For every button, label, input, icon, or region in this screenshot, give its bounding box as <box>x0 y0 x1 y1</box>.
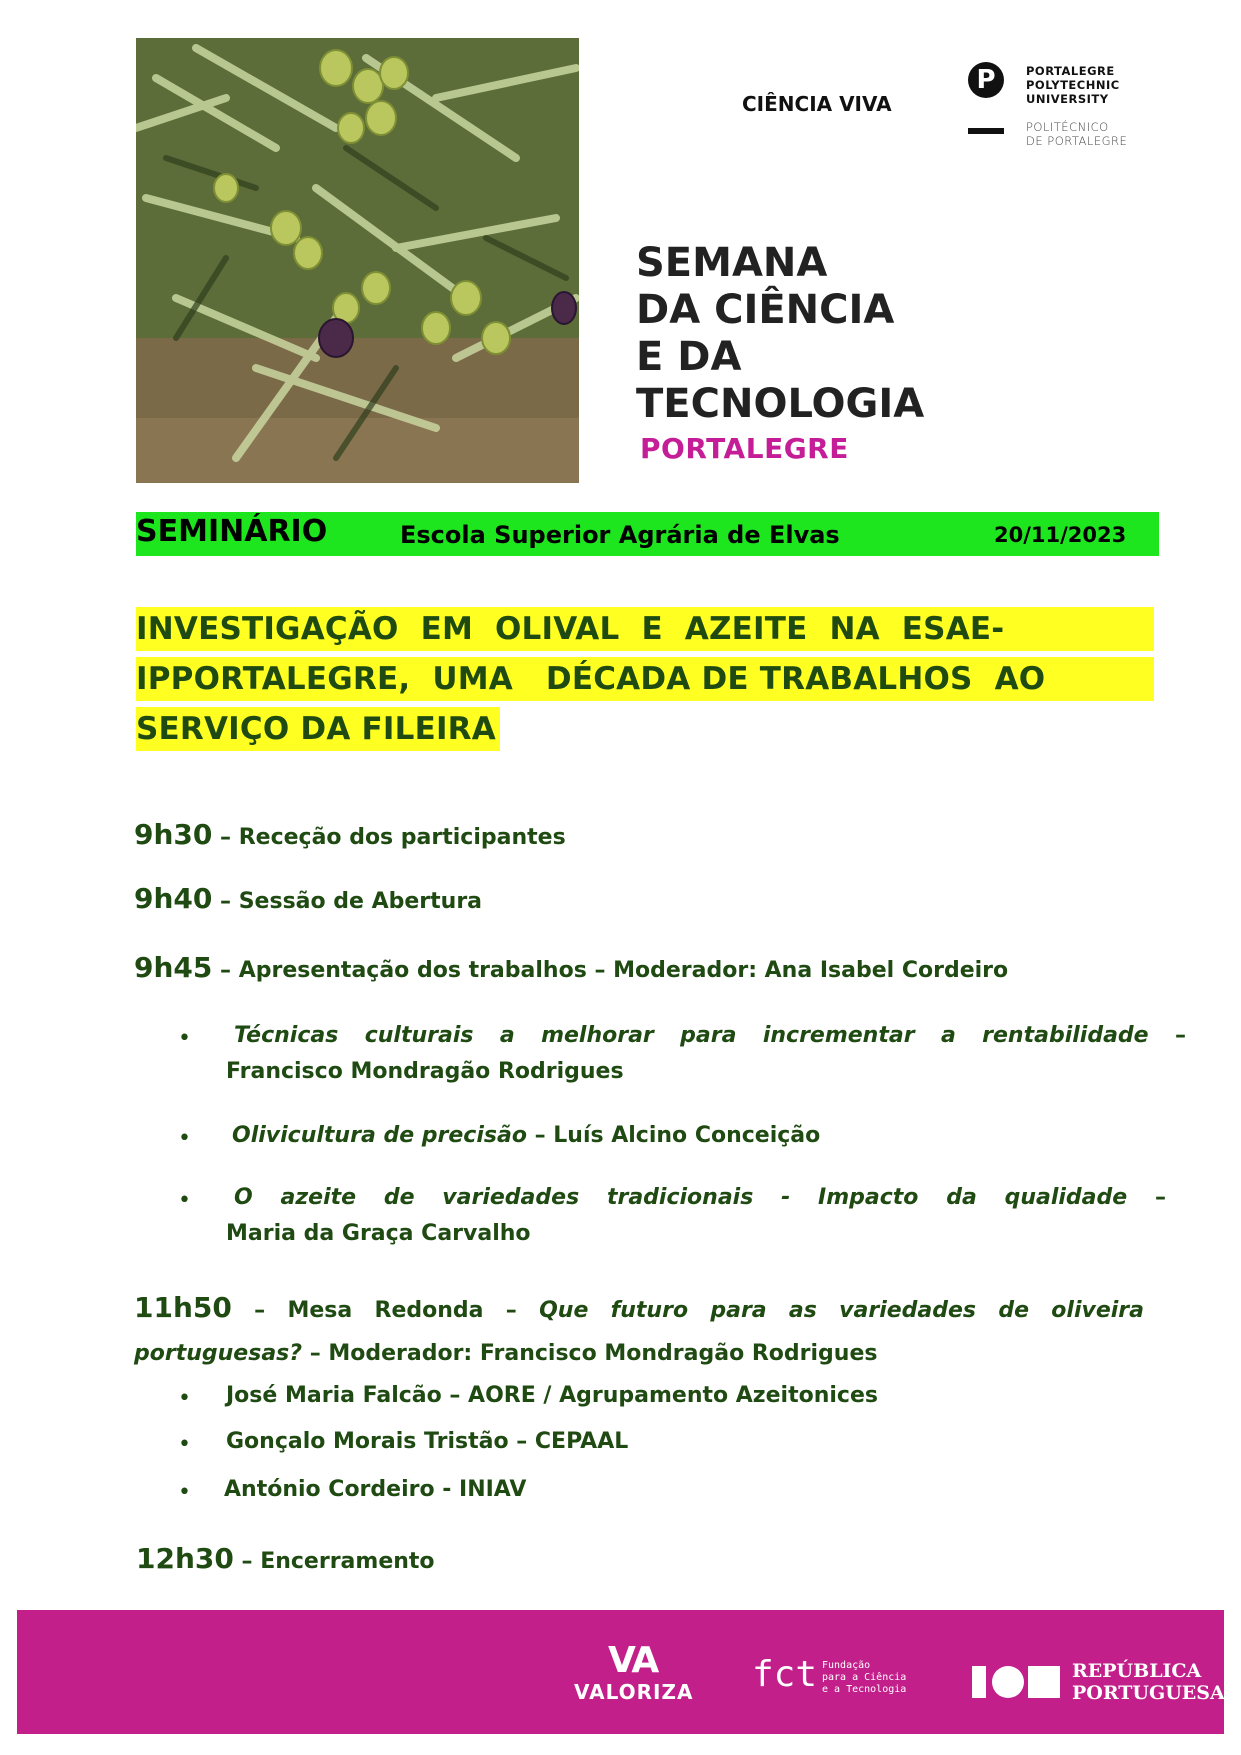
seminar-title-line-1: INVESTIGAÇÃO EM OLIVAL E AZEITE NA ESAE- <box>136 607 1154 651</box>
republica-logo-shapes <box>972 1664 1082 1700</box>
fct-logo-line: Fundação <box>822 1660 871 1671</box>
ppu-logo-line-2: POLYTECHNIC <box>1026 78 1120 92</box>
fct-logo-line: para a Ciência <box>822 1672 907 1683</box>
schedule-time: 11h50 <box>134 1291 232 1324</box>
talk-title: Olivicultura de precisão <box>232 1123 527 1148</box>
bullet-icon: • <box>178 1432 191 1457</box>
round-table-moderator: – Moderador: Francisco Mondragão Rodrigues <box>302 1341 878 1366</box>
talk-title: O azeite de variedades tradicionais - Impacto da qualidade <box>234 1185 1128 1210</box>
ppu-logo-line-5: DE PORTALEGRE <box>1026 134 1128 148</box>
schedule-time: 9h40 <box>134 882 213 915</box>
valoriza-logo-text: VALORIZA <box>574 1680 694 1704</box>
bullet-icon: • <box>178 1386 191 1411</box>
schedule-item-closing <box>136 1542 435 1575</box>
ciencia-viva-logo: CIÊNCIA VIVA <box>742 92 892 116</box>
event-title-line: E DA <box>636 334 742 380</box>
talk-sep: – <box>526 1123 554 1148</box>
event-title-line: TECNOLOGIA <box>636 381 925 427</box>
schedule-desc: – Sessão de Abertura <box>212 889 483 914</box>
ppu-logo-mark: P <box>968 62 1004 98</box>
round-table-question: Que futuro para as variedades de oliveira <box>539 1298 1144 1323</box>
ppu-logo-line-1: PORTALEGRE <box>1026 64 1115 78</box>
talk-speaker: Maria da Graça Carvalho <box>226 1221 531 1246</box>
bullet-icon: • <box>178 1188 191 1213</box>
seminar-date: 20/11/2023 <box>994 523 1127 547</box>
panel-member: Gonçalo Morais Tristão – CEPAAL <box>226 1429 629 1454</box>
fct-logo-line: e a Tecnologia <box>822 1684 907 1695</box>
round-table-question: portuguesas? <box>134 1341 303 1366</box>
olive-branch-photo <box>136 38 579 483</box>
republica-logo-line: PORTUGUESA <box>1072 1682 1225 1704</box>
talk-sep: – <box>1148 1023 1186 1048</box>
seminar-title-line-2: IPPORTALEGRE, UMA DÉCADA DE TRABALHOS AO <box>136 657 1154 701</box>
panel-member: António Cordeiro - INIAV <box>224 1477 527 1502</box>
event-title <box>636 240 924 428</box>
seminar-title-line-3: SERVIÇO DA FILEIRA <box>136 707 500 751</box>
schedule-desc: – Apresentação dos trabalhos – Moderador: Ana Isabel Cordeiro <box>212 958 1009 983</box>
ppu-logo <box>968 62 1138 162</box>
event-title-line: SEMANA <box>636 240 828 286</box>
schedule-time: 9h45 <box>134 951 213 984</box>
bullet-icon: • <box>178 1480 191 1505</box>
schedule-item-reception <box>134 818 566 851</box>
bullet-icon: • <box>178 1126 191 1151</box>
ppu-logo-line-3: UNIVERSITY <box>1026 92 1109 106</box>
talk-item <box>226 1018 1186 1090</box>
talk-item <box>232 1118 820 1154</box>
schedule-time: 12h30 <box>136 1542 234 1575</box>
schedule-time: 9h30 <box>134 818 213 851</box>
panel-member: José Maria Falcão – AORE / Agrupamento Azeitonices <box>226 1383 878 1408</box>
talk-speaker: Luís Alcino Conceição <box>553 1123 821 1148</box>
seminar-school: Escola Superior Agrária de Elvas <box>400 521 840 549</box>
talk-sep: – <box>1127 1185 1166 1210</box>
talk-speaker: Francisco Mondragão Rodrigues <box>226 1059 624 1084</box>
seminar-label: SEMINÁRIO <box>136 514 328 549</box>
ppu-logo-line-4: POLITÉCNICO <box>1026 120 1109 134</box>
ppu-logo-bar <box>968 128 1004 134</box>
bullet-icon: • <box>178 1026 191 1051</box>
republica-logo-line: REPÚBLICA <box>1072 1660 1202 1682</box>
schedule-item-opening <box>134 882 482 915</box>
event-subtitle: PORTALEGRE <box>640 432 849 465</box>
round-table-line-2 <box>134 1336 877 1372</box>
schedule-desc: – Mesa Redonda – <box>231 1298 540 1323</box>
schedule-item-presentations <box>134 951 1008 984</box>
schedule-desc: – Encerramento <box>233 1549 435 1574</box>
talk-item <box>226 1180 1166 1252</box>
talk-title: Técnicas culturais a melhorar para incrementar a rentabilidade <box>234 1023 1149 1048</box>
event-title-line: DA CIÊNCIA <box>636 287 895 333</box>
fct-logo-mark: fct <box>752 1654 818 1695</box>
schedule-desc: – Receção dos participantes <box>212 825 566 850</box>
schedule-item-round-table <box>134 1291 1144 1324</box>
valoriza-logo-mark: VA <box>608 1640 658 1681</box>
